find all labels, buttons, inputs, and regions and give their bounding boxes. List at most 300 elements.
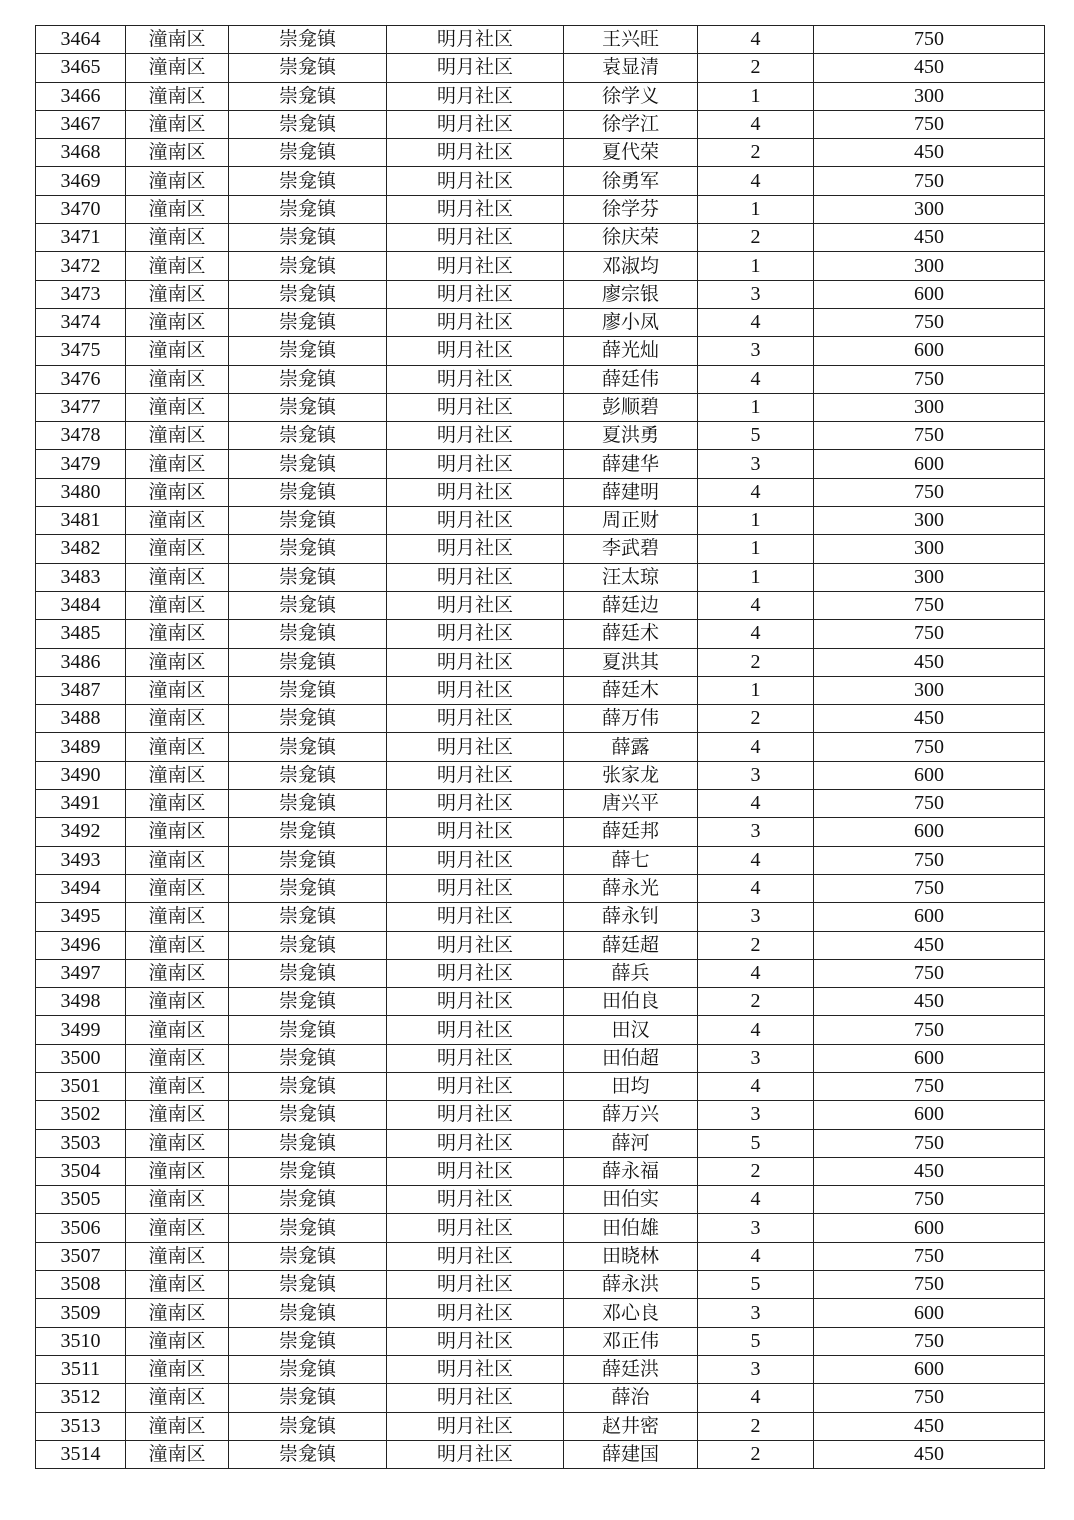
cell-household-size: 4 [698, 1384, 814, 1412]
cell-name: 薛建明 [564, 478, 698, 506]
cell-district: 潼南区 [126, 1214, 229, 1242]
cell-community: 明月社区 [387, 1440, 564, 1468]
cell-town: 崇龛镇 [229, 959, 387, 987]
table-row [36, 931, 1045, 959]
cell-household-size: 4 [698, 846, 814, 874]
cell-serial-number: 3492 [36, 818, 126, 846]
cell-name: 田晓林 [564, 1242, 698, 1270]
cell-name: 薛永钊 [564, 903, 698, 931]
cell-town: 崇龛镇 [229, 1440, 387, 1468]
cell-household-size: 2 [698, 224, 814, 252]
cell-name: 徐庆荣 [564, 224, 698, 252]
cell-household-size: 3 [698, 1214, 814, 1242]
cell-serial-number: 3483 [36, 563, 126, 591]
cell-name: 唐兴平 [564, 790, 698, 818]
cell-town: 崇龛镇 [229, 931, 387, 959]
cell-serial-number: 3508 [36, 1271, 126, 1299]
cell-district: 潼南区 [126, 1072, 229, 1100]
cell-amount: 300 [814, 82, 1045, 110]
cell-household-size: 2 [698, 931, 814, 959]
cell-town: 崇龛镇 [229, 874, 387, 902]
cell-amount: 300 [814, 393, 1045, 421]
cell-household-size: 1 [698, 563, 814, 591]
cell-amount: 600 [814, 337, 1045, 365]
table-row [36, 1242, 1045, 1270]
cell-amount: 300 [814, 535, 1045, 563]
table-row [36, 1044, 1045, 1072]
cell-district: 潼南区 [126, 705, 229, 733]
cell-district: 潼南区 [126, 1044, 229, 1072]
cell-serial-number: 3514 [36, 1440, 126, 1468]
cell-amount: 750 [814, 1384, 1045, 1412]
cell-serial-number: 3477 [36, 393, 126, 421]
table-row [36, 790, 1045, 818]
cell-district: 潼南区 [126, 26, 229, 54]
cell-district: 潼南区 [126, 761, 229, 789]
cell-community: 明月社区 [387, 1214, 564, 1242]
cell-district: 潼南区 [126, 195, 229, 223]
cell-name: 夏洪其 [564, 648, 698, 676]
cell-name: 田均 [564, 1072, 698, 1100]
cell-name: 邓正伟 [564, 1327, 698, 1355]
cell-serial-number: 3493 [36, 846, 126, 874]
cell-serial-number: 3494 [36, 874, 126, 902]
cell-amount: 750 [814, 1072, 1045, 1100]
cell-community: 明月社区 [387, 478, 564, 506]
cell-community: 明月社区 [387, 535, 564, 563]
cell-amount: 600 [814, 903, 1045, 931]
cell-amount: 300 [814, 195, 1045, 223]
cell-serial-number: 3476 [36, 365, 126, 393]
cell-district: 潼南区 [126, 1016, 229, 1044]
cell-district: 潼南区 [126, 846, 229, 874]
cell-district: 潼南区 [126, 1384, 229, 1412]
cell-district: 潼南区 [126, 1355, 229, 1383]
cell-serial-number: 3486 [36, 648, 126, 676]
cell-town: 崇龛镇 [229, 761, 387, 789]
cell-community: 明月社区 [387, 846, 564, 874]
cell-household-size: 3 [698, 280, 814, 308]
cell-district: 潼南区 [126, 450, 229, 478]
cell-town: 崇龛镇 [229, 648, 387, 676]
cell-amount: 600 [814, 818, 1045, 846]
cell-town: 崇龛镇 [229, 507, 387, 535]
cell-community: 明月社区 [387, 252, 564, 280]
table-row [36, 648, 1045, 676]
cell-district: 潼南区 [126, 1242, 229, 1270]
cell-district: 潼南区 [126, 308, 229, 336]
cell-household-size: 2 [698, 54, 814, 82]
cell-district: 潼南区 [126, 1327, 229, 1355]
cell-community: 明月社区 [387, 280, 564, 308]
table-row [36, 1186, 1045, 1214]
cell-community: 明月社区 [387, 563, 564, 591]
cell-amount: 750 [814, 1186, 1045, 1214]
cell-serial-number: 3472 [36, 252, 126, 280]
cell-household-size: 3 [698, 818, 814, 846]
cell-amount: 750 [814, 110, 1045, 138]
cell-serial-number: 3511 [36, 1355, 126, 1383]
cell-community: 明月社区 [387, 26, 564, 54]
cell-amount: 600 [814, 450, 1045, 478]
cell-district: 潼南区 [126, 790, 229, 818]
cell-community: 明月社区 [387, 450, 564, 478]
cell-serial-number: 3497 [36, 959, 126, 987]
cell-household-size: 3 [698, 1044, 814, 1072]
cell-town: 崇龛镇 [229, 1384, 387, 1412]
cell-community: 明月社区 [387, 195, 564, 223]
cell-community: 明月社区 [387, 648, 564, 676]
table-row [36, 1072, 1045, 1100]
cell-serial-number: 3466 [36, 82, 126, 110]
cell-household-size: 3 [698, 1299, 814, 1327]
cell-district: 潼南区 [126, 1440, 229, 1468]
cell-district: 潼南区 [126, 1271, 229, 1299]
cell-community: 明月社区 [387, 1384, 564, 1412]
cell-amount: 600 [814, 1044, 1045, 1072]
cell-town: 崇龛镇 [229, 224, 387, 252]
cell-name: 徐学义 [564, 82, 698, 110]
cell-town: 崇龛镇 [229, 450, 387, 478]
cell-amount: 600 [814, 1214, 1045, 1242]
cell-serial-number: 3513 [36, 1412, 126, 1440]
cell-serial-number: 3485 [36, 620, 126, 648]
cell-serial-number: 3484 [36, 591, 126, 619]
cell-town: 崇龛镇 [229, 1214, 387, 1242]
cell-serial-number: 3503 [36, 1129, 126, 1157]
cell-district: 潼南区 [126, 1299, 229, 1327]
cell-district: 潼南区 [126, 110, 229, 138]
cell-name: 廖宗银 [564, 280, 698, 308]
cell-household-size: 4 [698, 1016, 814, 1044]
cell-amount: 750 [814, 365, 1045, 393]
cell-amount: 750 [814, 1016, 1045, 1044]
cell-community: 明月社区 [387, 1157, 564, 1185]
cell-household-size: 4 [698, 365, 814, 393]
cell-district: 潼南区 [126, 818, 229, 846]
cell-amount: 300 [814, 676, 1045, 704]
cell-name: 薛河 [564, 1129, 698, 1157]
table-row [36, 1384, 1045, 1412]
cell-household-size: 1 [698, 676, 814, 704]
cell-serial-number: 3470 [36, 195, 126, 223]
cell-name: 薛廷伟 [564, 365, 698, 393]
cell-district: 潼南区 [126, 224, 229, 252]
cell-name: 汪太琼 [564, 563, 698, 591]
cell-town: 崇龛镇 [229, 167, 387, 195]
cell-community: 明月社区 [387, 1129, 564, 1157]
cell-district: 潼南区 [126, 54, 229, 82]
cell-name: 薛七 [564, 846, 698, 874]
cell-community: 明月社区 [387, 620, 564, 648]
cell-amount: 750 [814, 620, 1045, 648]
cell-household-size: 1 [698, 195, 814, 223]
cell-town: 崇龛镇 [229, 1242, 387, 1270]
cell-district: 潼南区 [126, 393, 229, 421]
cell-serial-number: 3498 [36, 988, 126, 1016]
cell-serial-number: 3496 [36, 931, 126, 959]
cell-name: 夏代荣 [564, 139, 698, 167]
cell-town: 崇龛镇 [229, 563, 387, 591]
cell-district: 潼南区 [126, 563, 229, 591]
cell-household-size: 2 [698, 139, 814, 167]
cell-household-size: 4 [698, 733, 814, 761]
table-row [36, 959, 1045, 987]
cell-town: 崇龛镇 [229, 110, 387, 138]
cell-household-size: 4 [698, 1242, 814, 1270]
table-row [36, 1412, 1045, 1440]
cell-serial-number: 3481 [36, 507, 126, 535]
cell-name: 薛廷边 [564, 591, 698, 619]
cell-town: 崇龛镇 [229, 1072, 387, 1100]
cell-district: 潼南区 [126, 676, 229, 704]
cell-district: 潼南区 [126, 1101, 229, 1129]
cell-serial-number: 3474 [36, 308, 126, 336]
cell-district: 潼南区 [126, 82, 229, 110]
cell-name: 薛万兴 [564, 1101, 698, 1129]
cell-household-size: 5 [698, 1327, 814, 1355]
table-row [36, 478, 1045, 506]
cell-community: 明月社区 [387, 988, 564, 1016]
table-row [36, 1440, 1045, 1468]
cell-household-size: 3 [698, 450, 814, 478]
cell-district: 潼南区 [126, 252, 229, 280]
cell-town: 崇龛镇 [229, 1299, 387, 1327]
cell-household-size: 4 [698, 620, 814, 648]
cell-amount: 750 [814, 1129, 1045, 1157]
cell-district: 潼南区 [126, 422, 229, 450]
cell-household-size: 3 [698, 1101, 814, 1129]
table-row [36, 1214, 1045, 1242]
cell-name: 薛永洪 [564, 1271, 698, 1299]
cell-town: 崇龛镇 [229, 1101, 387, 1129]
table-row [36, 167, 1045, 195]
cell-household-size: 3 [698, 903, 814, 931]
cell-serial-number: 3465 [36, 54, 126, 82]
table-row [36, 1016, 1045, 1044]
cell-community: 明月社区 [387, 1355, 564, 1383]
cell-household-size: 5 [698, 422, 814, 450]
cell-community: 明月社区 [387, 393, 564, 421]
cell-household-size: 2 [698, 1440, 814, 1468]
cell-community: 明月社区 [387, 1327, 564, 1355]
cell-name: 夏洪勇 [564, 422, 698, 450]
cell-town: 崇龛镇 [229, 1412, 387, 1440]
cell-community: 明月社区 [387, 931, 564, 959]
cell-community: 明月社区 [387, 761, 564, 789]
cell-serial-number: 3504 [36, 1157, 126, 1185]
table-row [36, 733, 1045, 761]
relief-list-table [35, 25, 1045, 1469]
cell-community: 明月社区 [387, 1412, 564, 1440]
cell-name: 田伯良 [564, 988, 698, 1016]
cell-community: 明月社区 [387, 959, 564, 987]
cell-community: 明月社区 [387, 1299, 564, 1327]
cell-community: 明月社区 [387, 818, 564, 846]
cell-name: 李武碧 [564, 535, 698, 563]
cell-name: 薛廷洪 [564, 1355, 698, 1383]
cell-serial-number: 3468 [36, 139, 126, 167]
table-row [36, 988, 1045, 1016]
cell-amount: 300 [814, 563, 1045, 591]
cell-community: 明月社区 [387, 54, 564, 82]
cell-district: 潼南区 [126, 648, 229, 676]
cell-amount: 450 [814, 1440, 1045, 1468]
cell-town: 崇龛镇 [229, 195, 387, 223]
cell-amount: 750 [814, 959, 1045, 987]
table-row [36, 308, 1045, 336]
cell-town: 崇龛镇 [229, 1157, 387, 1185]
cell-community: 明月社区 [387, 1271, 564, 1299]
cell-town: 崇龛镇 [229, 1044, 387, 1072]
cell-community: 明月社区 [387, 1044, 564, 1072]
table-row [36, 507, 1045, 535]
cell-serial-number: 3495 [36, 903, 126, 931]
cell-amount: 450 [814, 139, 1045, 167]
cell-name: 薛万伟 [564, 705, 698, 733]
table-row [36, 252, 1045, 280]
cell-serial-number: 3469 [36, 167, 126, 195]
table-row [36, 874, 1045, 902]
cell-community: 明月社区 [387, 507, 564, 535]
cell-name: 张家龙 [564, 761, 698, 789]
table-row [36, 676, 1045, 704]
cell-town: 崇龛镇 [229, 26, 387, 54]
cell-amount: 750 [814, 874, 1045, 902]
table-row [36, 761, 1045, 789]
cell-amount: 750 [814, 733, 1045, 761]
cell-serial-number: 3507 [36, 1242, 126, 1270]
cell-household-size: 4 [698, 959, 814, 987]
table-row [36, 54, 1045, 82]
cell-household-size: 4 [698, 1072, 814, 1100]
cell-town: 崇龛镇 [229, 535, 387, 563]
cell-town: 崇龛镇 [229, 1016, 387, 1044]
cell-name: 袁显清 [564, 54, 698, 82]
table-row [36, 280, 1045, 308]
cell-town: 崇龛镇 [229, 1271, 387, 1299]
cell-community: 明月社区 [387, 733, 564, 761]
cell-district: 潼南区 [126, 988, 229, 1016]
cell-amount: 450 [814, 648, 1045, 676]
cell-community: 明月社区 [387, 1016, 564, 1044]
cell-district: 潼南区 [126, 959, 229, 987]
cell-household-size: 4 [698, 478, 814, 506]
cell-community: 明月社区 [387, 874, 564, 902]
cell-household-size: 1 [698, 82, 814, 110]
cell-name: 邓心良 [564, 1299, 698, 1327]
cell-amount: 600 [814, 761, 1045, 789]
cell-town: 崇龛镇 [229, 478, 387, 506]
cell-town: 崇龛镇 [229, 676, 387, 704]
cell-name: 徐学芬 [564, 195, 698, 223]
cell-amount: 450 [814, 1412, 1045, 1440]
cell-amount: 750 [814, 26, 1045, 54]
cell-amount: 450 [814, 1157, 1045, 1185]
table-row [36, 1129, 1045, 1157]
cell-district: 潼南区 [126, 620, 229, 648]
cell-serial-number: 3487 [36, 676, 126, 704]
cell-district: 潼南区 [126, 874, 229, 902]
cell-community: 明月社区 [387, 167, 564, 195]
cell-name: 徐勇军 [564, 167, 698, 195]
cell-name: 赵井密 [564, 1412, 698, 1440]
table-row [36, 139, 1045, 167]
cell-town: 崇龛镇 [229, 846, 387, 874]
cell-name: 徐学江 [564, 110, 698, 138]
cell-serial-number: 3502 [36, 1101, 126, 1129]
table-row [36, 82, 1045, 110]
cell-district: 潼南区 [126, 1412, 229, 1440]
cell-community: 明月社区 [387, 676, 564, 704]
cell-name: 薛露 [564, 733, 698, 761]
cell-serial-number: 3510 [36, 1327, 126, 1355]
cell-town: 崇龛镇 [229, 790, 387, 818]
cell-serial-number: 3499 [36, 1016, 126, 1044]
cell-name: 田汉 [564, 1016, 698, 1044]
table-row [36, 903, 1045, 931]
cell-household-size: 4 [698, 308, 814, 336]
table-row [36, 818, 1045, 846]
cell-amount: 750 [814, 422, 1045, 450]
cell-serial-number: 3488 [36, 705, 126, 733]
cell-serial-number: 3509 [36, 1299, 126, 1327]
cell-serial-number: 3478 [36, 422, 126, 450]
cell-name: 薛廷超 [564, 931, 698, 959]
cell-district: 潼南区 [126, 337, 229, 365]
cell-amount: 750 [814, 846, 1045, 874]
cell-household-size: 2 [698, 705, 814, 733]
cell-serial-number: 3506 [36, 1214, 126, 1242]
cell-town: 崇龛镇 [229, 365, 387, 393]
cell-name: 邓淑均 [564, 252, 698, 280]
cell-name: 薛廷邦 [564, 818, 698, 846]
cell-community: 明月社区 [387, 82, 564, 110]
table-row [36, 110, 1045, 138]
cell-household-size: 2 [698, 988, 814, 1016]
cell-amount: 750 [814, 167, 1045, 195]
cell-town: 崇龛镇 [229, 337, 387, 365]
cell-amount: 750 [814, 591, 1045, 619]
cell-name: 薛廷木 [564, 676, 698, 704]
cell-district: 潼南区 [126, 931, 229, 959]
cell-community: 明月社区 [387, 1101, 564, 1129]
cell-community: 明月社区 [387, 903, 564, 931]
cell-serial-number: 3512 [36, 1384, 126, 1412]
table-row [36, 846, 1045, 874]
cell-town: 崇龛镇 [229, 818, 387, 846]
table-row [36, 224, 1045, 252]
cell-name: 彭顺碧 [564, 393, 698, 421]
cell-town: 崇龛镇 [229, 1327, 387, 1355]
cell-district: 潼南区 [126, 1157, 229, 1185]
cell-serial-number: 3505 [36, 1186, 126, 1214]
cell-district: 潼南区 [126, 1186, 229, 1214]
cell-district: 潼南区 [126, 733, 229, 761]
cell-household-size: 3 [698, 761, 814, 789]
cell-community: 明月社区 [387, 1072, 564, 1100]
cell-household-size: 1 [698, 252, 814, 280]
table-row [36, 1271, 1045, 1299]
cell-name: 薛永光 [564, 874, 698, 902]
cell-town: 崇龛镇 [229, 1186, 387, 1214]
cell-town: 崇龛镇 [229, 54, 387, 82]
cell-amount: 750 [814, 478, 1045, 506]
cell-amount: 450 [814, 988, 1045, 1016]
cell-district: 潼南区 [126, 903, 229, 931]
cell-district: 潼南区 [126, 507, 229, 535]
table-row [36, 705, 1045, 733]
